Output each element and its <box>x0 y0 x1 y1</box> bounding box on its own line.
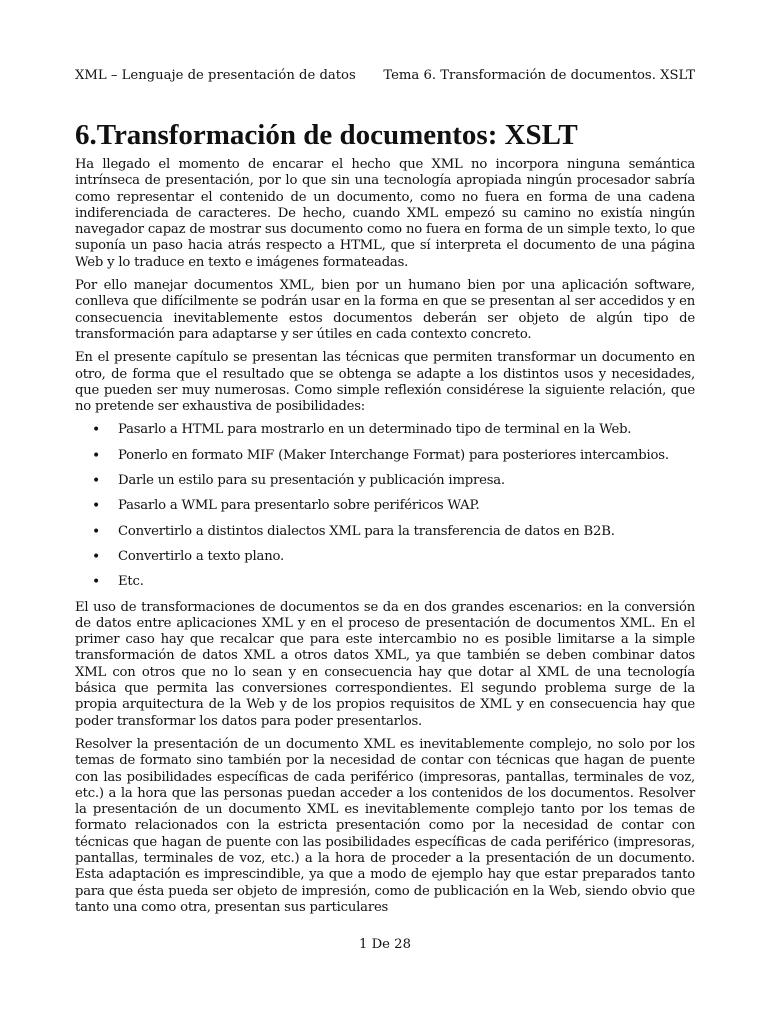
header-right: Tema 6. Transformación de documentos. XSLT <box>383 68 695 83</box>
list-item <box>92 498 695 515</box>
page-title: 6.Transformación de documentos: XSLT <box>75 119 578 151</box>
list-item-text: Etc. <box>118 574 144 590</box>
header-left: XML – Lenguaje de presentación de datos <box>75 68 356 83</box>
bullet-list <box>75 422 695 590</box>
bullet-icon: • <box>92 498 101 515</box>
list-item-text: Convertirlo a distintos dialectos XML para la transferencia de datos en B2B. <box>118 523 615 539</box>
list-item-text: Pasarlo a HTML para mostrarlo en un determinado tipo de terminal en la Web. <box>118 422 632 438</box>
list-item <box>92 447 695 464</box>
bullet-icon: • <box>92 523 101 540</box>
body-text <box>75 157 695 923</box>
list-item-text: Pasarlo a WML para presentarlo sobre periféricos WAP. <box>118 498 480 514</box>
bullet-icon: • <box>92 422 101 439</box>
paragraph: Por ello manejar documentos XML, bien por un humano bien por una aplicación software, conlleva que difícilmente se podrán usar en la forma en que se presentan al ser accedidos y en consecuencia inevitablemente estos documentos deberán ser objeto de algún tipo de transformación para adaptarse y ser útiles en cada contexto concreto. <box>75 278 695 342</box>
bullet-icon: • <box>92 574 101 591</box>
list-item-text: Darle un estilo para su presentación y publicación impresa. <box>118 473 505 489</box>
list-item <box>92 574 695 591</box>
bullet-icon: • <box>92 548 101 565</box>
list-item <box>92 422 695 439</box>
paragraph: El uso de transformaciones de documentos se da en dos grandes escenarios: en la conversión de datos entre aplicaciones XML y en el proceso de presentación de documentos XML. En el primer caso hay que recalcar que para este intercambio no es posible limitarse a la simple transformación de datos XML a otros datos XML, ya que también se deben combinar datos XML con otros que no lo sean y en consecuencia hay que dotar al XML de una tecnología básica que permita las conversiones correspondientes. El segundo problema surge de la propia arquitectura de la Web y de los propios requisitos de XML y en consecuencia hay que poder transformar los datos para poder presentarlos. <box>75 599 695 729</box>
paragraph: Ha llegado el momento de encarar el hecho que XML no incorpora ninguna semántica intrínseca de presentación, por lo que sin una tecnología apropiada ningún procesador sabría como representar el contenido de un documento, como no fuera en forma de una cadena indiferenciada de caracteres. De hecho, cuando XML empezó su camino no existía ningún navegador capaz de mostrar sus documento como no fuera en forma de un simple texto, lo que suponía un paso hacia atrás respecto a HTML, que sí interpreta el documento de una página Web y lo traduce en texto e imágenes formateadas. <box>75 157 695 270</box>
list-item <box>92 548 695 565</box>
list-item <box>92 473 695 490</box>
list-item-text: Ponerlo en formato MIF (Maker Interchange Format) para posteriores intercambios. <box>118 447 669 463</box>
bullet-icon: • <box>92 447 101 464</box>
running-header <box>75 68 695 83</box>
page-number: 1 De 28 <box>359 937 411 952</box>
bullet-icon: • <box>92 473 101 490</box>
paragraph: En el presente capítulo se presentan las técnicas que permiten transformar un documento en otro, de forma que el resultado que se obtenga se adapte a los distintos usos y necesidades, que pueden ser muy numerosas. Como simple reflexión considérese la siguiente relación, que no pretende ser exhaustiva de posibilidades: <box>75 350 695 415</box>
list-item-text: Convertirlo a texto plano. <box>118 548 284 564</box>
list-item <box>92 523 695 540</box>
paragraph: Resolver la presentación de un documento XML es inevitablemente complejo, no solo por los temas de formato sino también por la necesidad de contar con técnicas que hagan de puente con las posibilidades específicas de cada periférico (impresoras, pantallas, terminales de voz, etc.) a la hora que las personas puedan acceder a los contenidos de los documentos. Resolver la presentación de un documento XML es inevitablemente complejo tanto por los temas de formato relacionados con la estricta presentación como por la necesidad de contar con técnicas que hagan de puente con las posibilidades específicas de cada periférico (impresoras, pantallas, terminales de voz, etc.) a la hora de proceder a la presentación de un documento. Esta adaptación es imprescindible, ya que a modo de ejemplo hay que estar preparados tanto para que ésta pueda ser objeto de impresión, como de publicación en la Web, siendo obvio que tanto una como otra, presentan sus particulares <box>75 736 695 915</box>
